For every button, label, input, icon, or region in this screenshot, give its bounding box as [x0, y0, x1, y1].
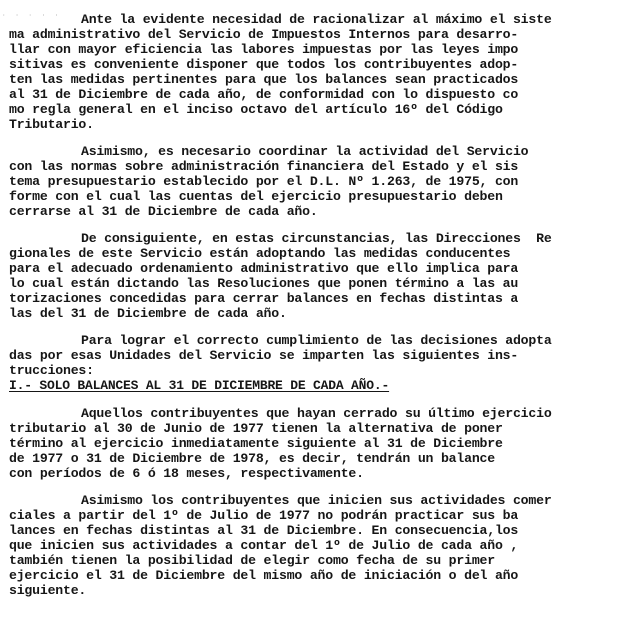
- paragraph-1-line-4: sitivas es conveniente disponer que todos los contribuyentes adop-: [9, 57, 519, 72]
- paragraph-2-line-3: tema presupuestario establecido por el D.L. Nº 1.263, de 1975, con: [9, 174, 519, 189]
- paragraph-3-line-1: De consiguiente, en estas circunstancias, las Direcciones Re: [81, 231, 552, 246]
- paragraph-6-line-1: Asimismo los contribuyentes que inicien sus actividades comer: [81, 493, 552, 508]
- paragraph-1-line-8: Tributario.: [9, 117, 94, 132]
- paragraph-1-line-7: mo regla general en el inciso octavo del artículo 16º del Código: [9, 102, 503, 117]
- paragraph-2-line-2: con las normas sobre administración financiera del Estado y el sis: [9, 159, 519, 174]
- paragraph-2-line-5: cerrarse al 31 de Diciembre de cada año.: [9, 204, 318, 219]
- paragraph-3-line-4: lo cual están dictando las Resoluciones que ponen término a las au: [9, 276, 519, 291]
- paragraph-3-line-3: para el adecuado ordenamiento administrativo que ello implica para: [9, 261, 519, 276]
- paragraph-6-line-6: ejercicio el 31 de Diciembre del mismo año de iniciación o del año: [9, 568, 519, 583]
- paragraph-6-line-4: que inicien sus actividades a contar del 1º de Julio de cada año ,: [9, 538, 519, 553]
- paragraph-1-line-2: ma administrativo del Servicio de Impuestos Internos para desarro-: [9, 27, 519, 42]
- paragraph-5-line-5: con períodos de 6 ó 18 meses, respectivamente.: [9, 466, 364, 481]
- paragraph-1-line-5: ten las medidas pertinentes para que los balances sean practicados: [9, 72, 519, 87]
- paragraph-6-line-3: lances en fechas distintas al 31 de Diciembre. En consecuencia,los: [9, 523, 519, 538]
- paragraph-2-line-1: Asimismo, es necesario coordinar la actividad del Servicio: [81, 144, 529, 159]
- paragraph-6-line-2: ciales a partir del 1º de Julio de 1977 no podrán practicar sus ba: [9, 508, 519, 523]
- paragraph-3-line-5: torizaciones concedidas para cerrar balances en fechas distintas a: [9, 291, 519, 306]
- paragraph-1-line-3: llar con mayor eficiencia las labores impuestas por las leyes impo: [9, 42, 519, 57]
- paragraph-4-line-2: das por esas Unidades del Servicio se imparten las siguientes ins-: [9, 348, 519, 363]
- paragraph-3-line-6: las del 31 de Diciembre de cada año.: [9, 306, 287, 321]
- paragraph-2-line-4: forme con el cual las cuentas del ejercicio presupuestario deben: [9, 189, 503, 204]
- section-heading: I.- SOLO BALANCES AL 31 DE DICIEMBRE DE CADA AÑO.-: [9, 378, 390, 393]
- paragraph-5-line-1: Aquellos contribuyentes que hayan cerrado su último ejercicio: [81, 406, 552, 421]
- paragraph-5-line-4: de 1977 o 31 de Diciembre de 1978, es decir, tendrán un balance: [9, 451, 495, 466]
- paragraph-1-line-1: Ante la evidente necesidad de racionalizar al máximo el siste: [81, 12, 552, 27]
- paragraph-3-line-2: gionales de este Servicio están adoptando las medidas conducentes: [9, 246, 511, 261]
- paragraph-6-line-5: también tienen la posibilidad de elegir como fecha de su primer: [9, 553, 495, 568]
- scan-artifact: · · · · ·: [2, 12, 62, 19]
- paragraph-5-line-3: término al ejercicio inmediatamente siguiente al 31 de Diciembre: [9, 436, 503, 451]
- paragraph-5-line-2: tributario al 30 de Junio de 1977 tienen la alternativa de poner: [9, 421, 503, 436]
- paragraph-4-line-3: trucciones:: [9, 363, 94, 378]
- paragraph-6-line-7: siguiente.: [9, 583, 87, 598]
- paragraph-4-line-1: Para lograr el correcto cumplimiento de las decisiones adopta: [81, 333, 552, 348]
- paragraph-1-line-6: al 31 de Diciembre de cada año, de conformidad con lo dispuesto co: [9, 87, 519, 102]
